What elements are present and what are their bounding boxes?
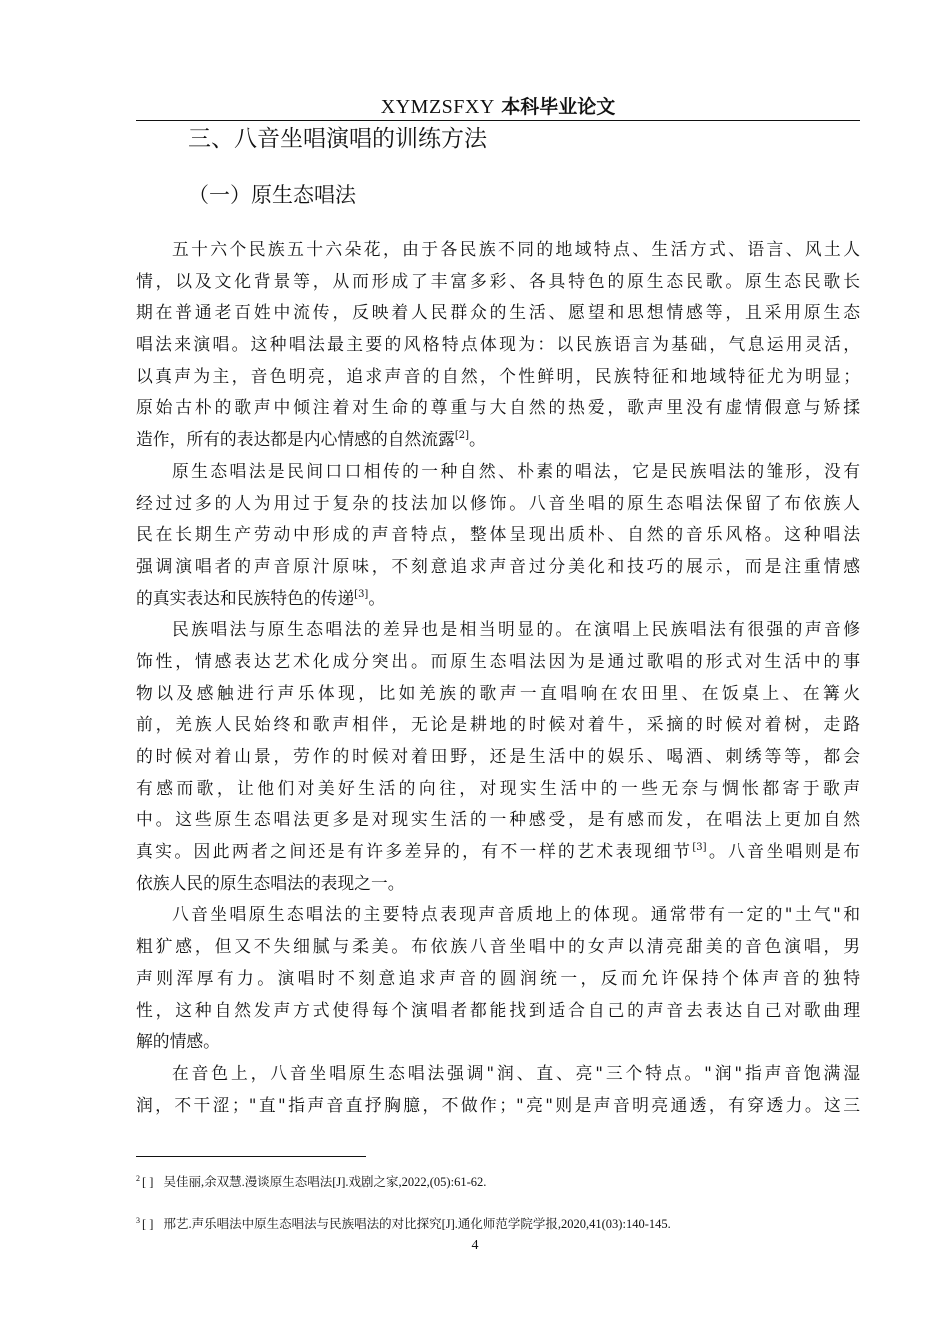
- paragraph: [136, 614, 860, 899]
- text-line: 的真实表达和民族特色的传递[3]。: [136, 587, 386, 608]
- footnote-bracket: [ ]: [142, 1175, 154, 1189]
- text-line: 民族唱法与原生态唱法的差异也是相当明显的。在演唱上民族唱法有很强的声音修: [172, 619, 860, 640]
- footnote-text: 吴佳丽,余双慧.漫谈原生态唱法[J].戏剧之家,2022,(05):61-62.: [163, 1175, 487, 1189]
- text-line: 造作，所有的表达都是内心情感的自然流露[2]。: [136, 429, 486, 450]
- footnote-separator: [136, 1156, 366, 1157]
- paragraph: [136, 234, 860, 456]
- text-line: 的时候对着山景，劳作的时候对着田野，还是生活中的娱乐、喝酒、刺绣等等，都会: [136, 746, 860, 766]
- header-rule: [136, 120, 860, 121]
- text-line: 润，不干涩；"直"指声音直抒胸臆，不做作；"亮"则是声音明亮通透，有穿透力。这三: [136, 1094, 860, 1115]
- text-line: 期在普通老百姓中流传，反映着人民群众的生活、愿望和思想情感等，且采用原生态: [136, 302, 860, 323]
- text-line: 解的情感。: [136, 1031, 220, 1052]
- footnote: [136, 1170, 486, 1191]
- text-line: 经过过多的人为用过于复杂的技法加以修饰。八音坐唱的原生态唱法保留了布依族人: [136, 492, 860, 513]
- header-title: 本科毕业论文: [501, 96, 616, 118]
- citation-ref: [3]: [692, 842, 707, 854]
- citation-ref: [2]: [454, 430, 470, 442]
- subsection-title: （一）原生态唱法: [188, 183, 356, 207]
- text-line: 真实。因此两者之间还是有许多差异的，有不一样的艺术表现细节[3]。八音坐唱则是布: [136, 841, 860, 862]
- header-code: XYMZSFXY: [380, 96, 495, 118]
- text-line: 原生态唱法是民间口口相传的一种自然、朴素的唱法，它是民族唱法的雏形，没有: [172, 460, 860, 481]
- section-title: 三、八音坐唱演唱的训练方法: [188, 126, 487, 152]
- text-line: 前，羌族人民始终和歌声相伴，无论是耕地的时候对着牛，采摘的时候对着树，走路: [136, 714, 860, 735]
- text-line: 八音坐唱原生态唱法的主要特点表现声音质地上的体现。通常带有一定的"土气"和: [172, 904, 860, 925]
- text-line: 五十六个民族五十六朵花，由于各民族不同的地域特点、生活方式、语言、风土人: [172, 239, 860, 259]
- text-line: 依族人民的原生态唱法的表现之一。: [136, 872, 405, 893]
- text-line: 中。这些原生态唱法更多是对现实生活的一种感受，是有感而发，在唱法上更加自然: [136, 809, 860, 830]
- citation-ref: [3]: [354, 588, 369, 600]
- footnote-number: 2: [136, 1174, 140, 1183]
- paragraph: [136, 899, 860, 1057]
- text-line: 性，这种自然发声方式使得每个演唱者都能找到适合自己的声音去表达自己对歌曲理: [136, 999, 860, 1020]
- text-line: 强调演唱者的声音原汁原味，不刻意追求声音过分美化和技巧的展示，而是注重情感: [136, 555, 860, 576]
- footnote-bracket: [ ]: [142, 1217, 154, 1231]
- body-text: [136, 234, 860, 1121]
- text-line: 原始古朴的歌声中倾注着对生命的尊重与大自然的热爱，歌声里没有虚情假意与矫揉: [136, 397, 860, 418]
- running-header: [136, 92, 860, 120]
- text-line: 在音色上，八音坐唱原生态唱法强调"润、直、亮"三个特点。"润"指声音饱满湿: [172, 1062, 860, 1083]
- paragraph: [136, 1058, 860, 1121]
- page-number: 4: [471, 1238, 479, 1253]
- text-line: 声则浑厚有力。演唱时不刻意追求声音的圆润统一，反而允许保持个体声音的独特: [136, 967, 860, 988]
- text-line: 粗犷感，但又不失细腻与柔美。布依族八音坐唱中的女声以清亮甜美的音色演唱，男: [136, 936, 860, 957]
- paragraph: [136, 456, 860, 614]
- text-line: 情，以及文化背景等，从而形成了丰富多彩、各具特色的原生态民歌。原生态民歌长: [136, 270, 860, 291]
- text-line: 民在长期生产劳动中形成的声音特点，整体呈现出质朴、自然的音乐风格。这种唱法: [136, 524, 860, 545]
- footnote-number: 3: [136, 1216, 140, 1225]
- text-line: 饰性，情感表达艺术化成分突出。而原生态唱法因为是通过歌唱的形式对生活中的事: [136, 650, 860, 671]
- text-line: 唱法来演唱。这种唱法最主要的风格特点体现为：以民族语言为基础，气息运用灵活，: [136, 334, 860, 355]
- text-line: 以真声为主，音色明亮，追求声音的自然，个性鲜明，民族特征和地域特征尤为明显；: [136, 365, 860, 386]
- text-line: 有感而歌，让他们对美好生活的向往，对现实生活中的一些无奈与惆怅都寄于歌声: [136, 777, 860, 798]
- footnote-text: 邢艺.声乐唱法中原生态唱法与民族唱法的对比探究[J].通化师范学院学报,2020,41(03):140-145.: [163, 1217, 671, 1231]
- text-line: 物以及感触进行声乐体现，比如羌族的歌声一直唱响在农田里、在饭桌上、在篝火: [136, 682, 860, 703]
- footnote: [136, 1212, 671, 1233]
